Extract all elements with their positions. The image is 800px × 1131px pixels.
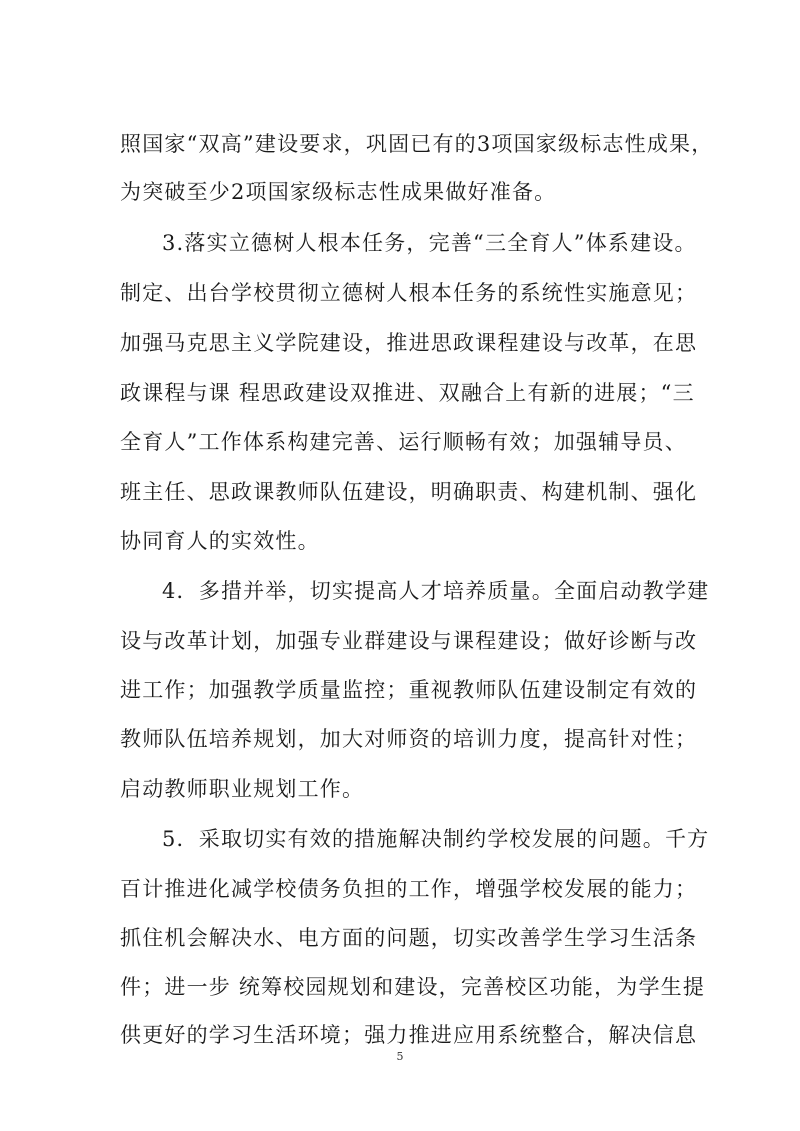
body-text-line: 制定、出台学校贯彻立德树人根本任务的系统性实施意见； [120,281,698,305]
section-heading-3: 3.落实立德树人根本任务，完善“三全育人”体系建设。 [162,231,697,255]
body-text-line: 班主任、思政课教师队伍建设，明确职责、构建机制、强化 [120,480,698,504]
body-text-line: 供更好的学习生活环境；强力推进应用系统整合，解决信息 [120,1023,698,1047]
section-heading-5: 5．采取切实有效的措施解决制约学校发展的问题。千方 [162,827,710,851]
body-text-line: 启动教师职业规划工作。 [120,777,365,801]
body-text-line: 抓住机会解决水、电方面的问题，切实改善学生学习生活条 [120,926,698,950]
body-text-line: 为突破至少2项国家级标志性成果做好准备。 [120,180,557,204]
body-text-line: 全育人”工作体系构建完善、运行顺畅有效；加强辅导员、 [120,430,687,454]
body-text-line: 照国家“双高”建设要求，巩固已有的3项国家级标志性成果， [120,132,714,156]
body-text-line: 加强马克思主义学院建设，推进思政课程建设与改革，在思 [120,331,698,355]
body-text-line: 百计推进化减学校债务负担的工作，增强学校发展的能力； [120,877,698,901]
body-text-line: 件；进一步 统筹校园规划和建设，完善校区功能，为学生提 [120,975,706,999]
body-text-line: 协同育人的实效性。 [120,529,320,553]
body-text-line: 教师队伍培养规划，加大对师资的培训力度，提高针对性； [120,727,698,751]
body-text-line: 设与改革计划，加强专业群建设与课程建设；做好诊断与改 [120,629,698,653]
page-number: 5 [396,1050,404,1063]
section-heading-4: 4．多措并举，切实提高人才培养质量。全面启动教学建 [162,579,710,603]
body-text-line: 进工作；加强教学质量监控；重视教师队伍建设制定有效的 [120,678,698,702]
body-text-line: 政课程与课 程思政建设双推进、双融合上有新的进展；“三 [120,381,695,405]
